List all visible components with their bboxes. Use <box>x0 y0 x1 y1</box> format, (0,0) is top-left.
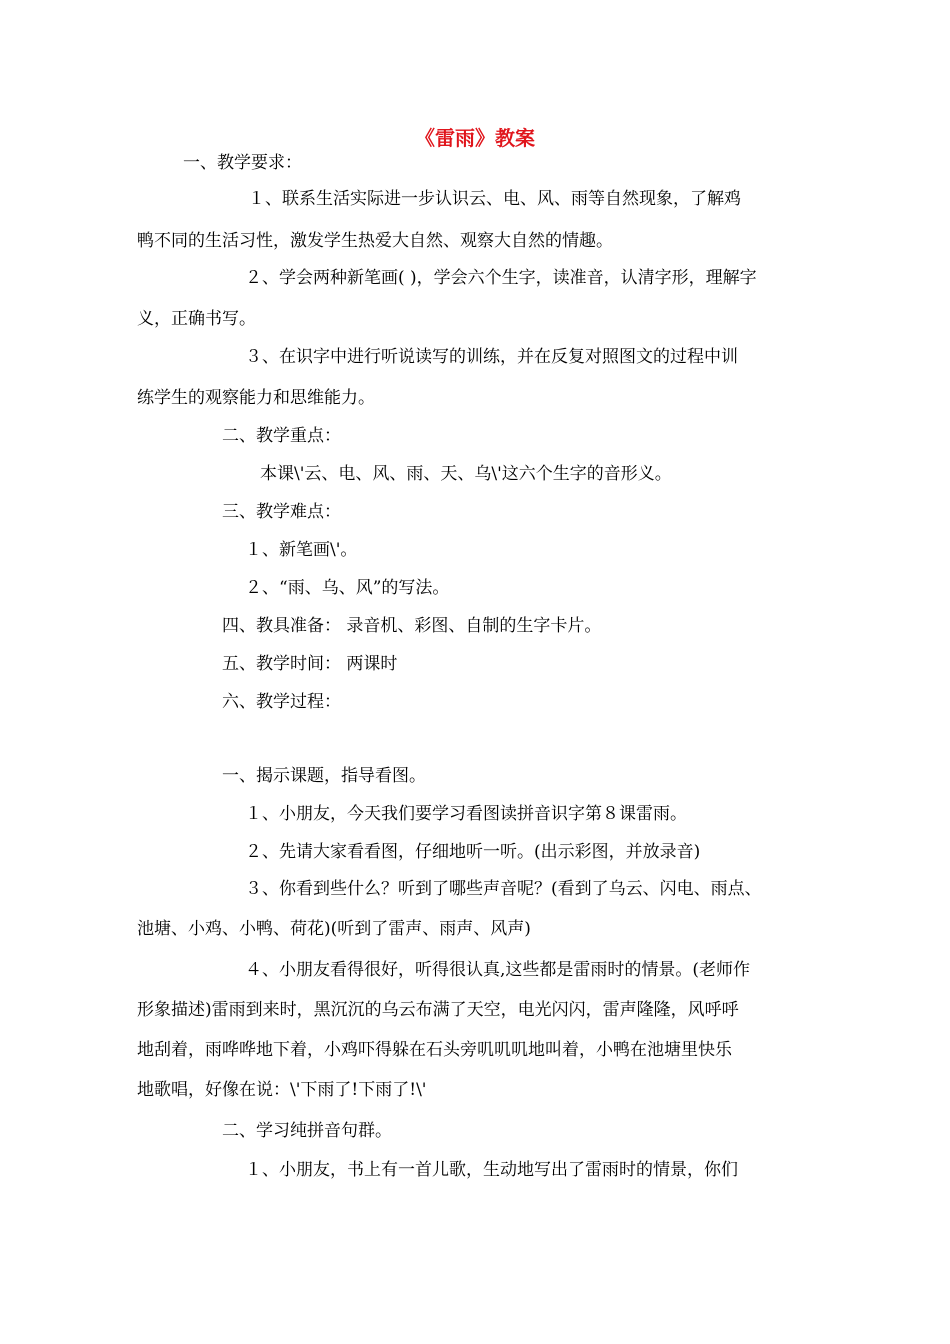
text-line: 地歌唱，好像在说：\'下雨了!下雨了!\' <box>137 1080 427 1100</box>
text-line: 形象描述)雷雨到来时，黑沉沉的乌云布满了天空，电光闪闪，雷声隆隆，风呼呼 <box>137 1000 739 1020</box>
text-line: 二、学习纯拼音句群。 <box>222 1121 392 1141</box>
text-line: 本课\'云、电、风、雨、天、乌\'这六个生字的音形义。 <box>260 464 672 484</box>
text-line: 池塘、小鸡、小鸭、荷花)(听到了雷声、雨声、风声) <box>137 919 531 939</box>
text-line: １、小朋友，今天我们要学习看图读拼音识字第８课雷雨。 <box>245 804 687 824</box>
text-line: 一、揭示课题，指导看图。 <box>222 766 426 786</box>
text-line: １、小朋友，书上有一首儿歌，生动地写出了雷雨时的情景，你们 <box>245 1160 738 1180</box>
text-line: ４、小朋友看得很好，听得很认真,这些都是雷雨时的情景。(老师作 <box>245 960 751 980</box>
text-line: 四、教具准备： 录音机、彩图、自制的生字卡片。 <box>222 616 602 636</box>
text-line: 二、教学重点： <box>222 426 341 446</box>
text-line: ３、在识字中进行听说读写的训练，并在反复对照图文的过程中训 <box>245 347 738 367</box>
text-line: ２、学会两种新笔画( )，学会六个生字，读准音，认清字形，理解字 <box>245 268 757 288</box>
text-line: 一、教学要求： <box>183 153 302 173</box>
text-line: 五、教学时间： 两课时 <box>222 654 398 674</box>
text-line: 三、教学难点： <box>222 502 341 522</box>
text-line: 义，正确书写。 <box>137 309 256 329</box>
text-line: 鸭不同的生活习性，激发学生热爱大自然、观察大自然的情趣。 <box>137 231 613 251</box>
text-line: ３、你看到些什么？听到了哪些声音呢？(看到了乌云、闪电、雨点、 <box>245 879 762 899</box>
text-line: ２、先请大家看看图，仔细地听一听。(出示彩图，并放录音) <box>245 842 701 862</box>
text-line: ２、“雨、乌、风”的写法。 <box>245 578 450 598</box>
document-title: 《雷雨》教案 <box>415 126 535 150</box>
text-line: 地刮着，雨哗哗地下着，小鸡吓得躲在石头旁叽叽叽地叫着，小鸭在池塘里快乐 <box>137 1040 732 1060</box>
text-line: 练学生的观察能力和思维能力。 <box>137 388 375 408</box>
text-line: １、联系生活实际进一步认识云、电、风、雨等自然现象，了解鸡 <box>248 189 741 209</box>
text-line: １、新笔画\'。 <box>245 540 358 560</box>
text-line: 六、教学过程： <box>222 692 341 712</box>
